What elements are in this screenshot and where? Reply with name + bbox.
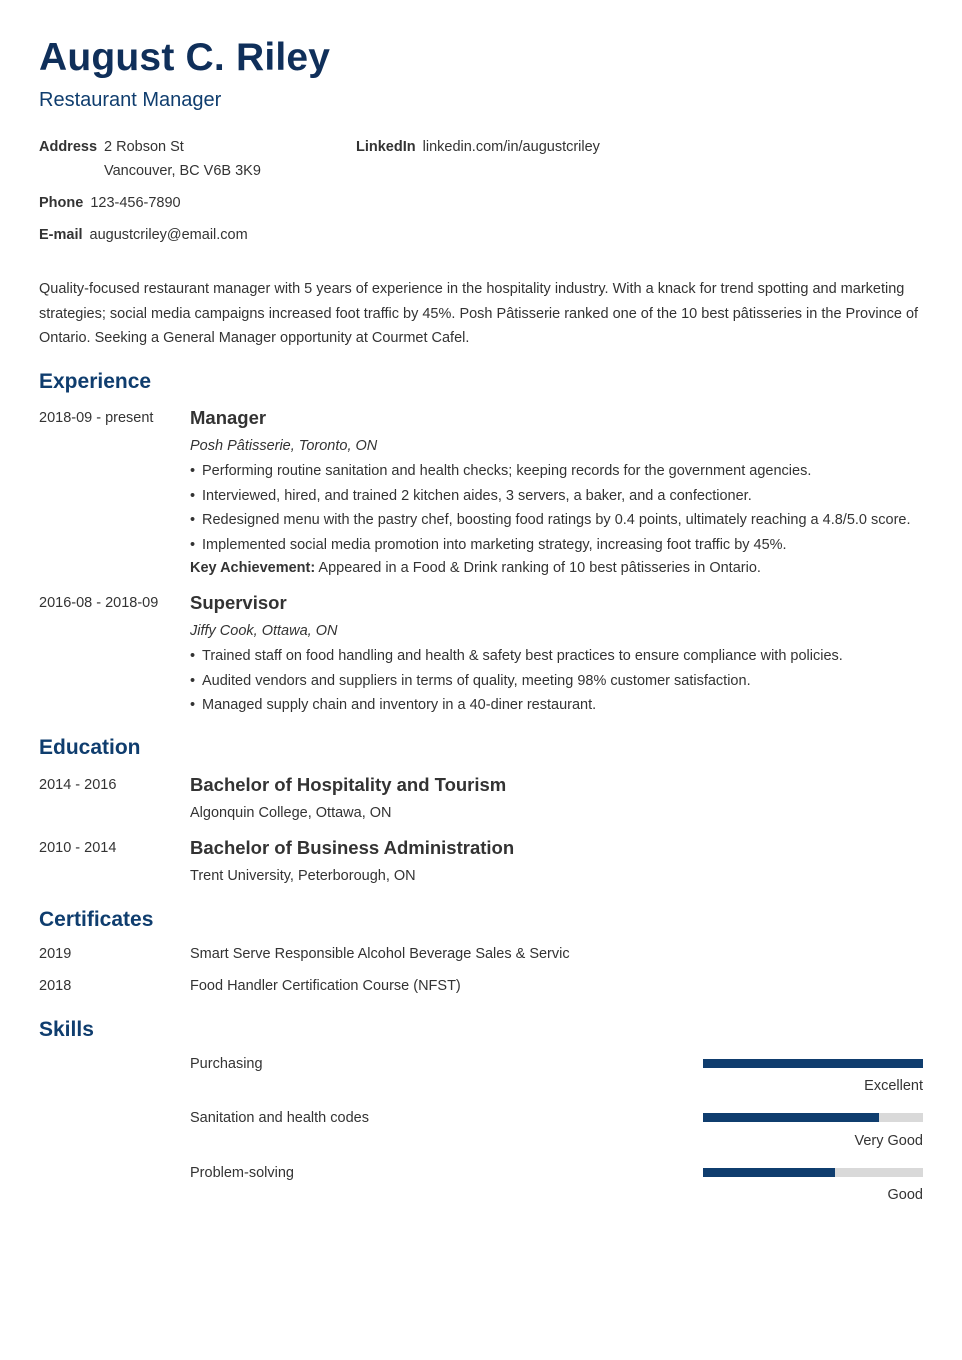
skill-level: Excellent [864, 1078, 923, 1094]
phone-value: 123-456-7890 [90, 195, 181, 211]
degree-title: Bachelor of Business Administration [190, 837, 515, 858]
summary: Quality-focused restaurant manager with 5 years of experience in the hospitality industry. With a knack for trend spotting and marketing strategies; social media campaigns increased foot traffic by 45%. Posh Pâtisserie ranked one of the 10 best pâtisseries in the Province of Ontario. Seeking a General Manager opportunity at Courmet Cafel. [39, 281, 919, 346]
job-dates: 2016-08 - 2018-09 [39, 595, 159, 611]
school-name: Trent University, Peterborough, ON [190, 868, 416, 884]
candidate-role: Restaurant Manager [39, 89, 222, 111]
list-item: • Audited vendors and suppliers in terms of quality, meeting 98% customer satisfaction. [190, 672, 751, 689]
certificate-name: Food Handler Certification Course (NFST) [190, 978, 461, 994]
list-item: • Trained staff on food handling and health & safety best practices to ensure compliance with policies. [190, 648, 843, 664]
job-title: Supervisor [190, 592, 287, 613]
address-line1: 2 Robson St [104, 139, 184, 155]
certificate-name: Smart Serve Responsible Alcohol Beverage Sales & Servic [190, 946, 570, 962]
list-item: • Performing routine sanitation and health checks; keeping records for the government agencies. [190, 463, 812, 479]
skill-bar-fill [703, 1113, 879, 1122]
email-link[interactable]: augustcriley@email.com [89, 227, 248, 243]
job-dates: 2018-09 - present [39, 410, 154, 426]
key-achievement [190, 560, 761, 576]
phone-label: Phone [39, 195, 84, 211]
skill-name: Problem-solving [190, 1165, 294, 1181]
certificate-year: 2019 [39, 946, 72, 962]
email-label: E-mail [39, 227, 83, 243]
contact-phone [39, 191, 181, 215]
contact-address-2 [104, 159, 261, 183]
skill-bar-fill [703, 1168, 835, 1177]
skill-name: Purchasing [190, 1056, 263, 1072]
list-item: • Redesigned menu with the pastry chef, boosting food ratings by 0.4 points, ultimately reaching a 4.8/5.0 score. [190, 512, 911, 528]
address-label: Address [39, 139, 98, 155]
achievement-label: Key Achievement: [190, 560, 316, 576]
education-heading: Education [39, 736, 141, 759]
contact-address [39, 135, 184, 159]
education-dates: 2014 - 2016 [39, 777, 117, 793]
skill-level: Very Good [854, 1133, 923, 1149]
candidate-name: August C. Riley [39, 36, 331, 79]
list-item: • Interviewed, hired, and trained 2 kitchen aides, 3 servers, a baker, and a confectioner. [190, 487, 752, 504]
linkedin-label: LinkedIn [356, 139, 416, 155]
job-bullets [190, 459, 911, 557]
degree-title: Bachelor of Hospitality and Tourism [190, 774, 507, 795]
certificates-heading: Certificates [39, 908, 154, 931]
school-name: Algonquin College, Ottawa, ON [190, 805, 392, 821]
list-item: • Managed supply chain and inventory in a 40-diner restaurant. [190, 697, 597, 713]
experience-heading: Experience [39, 370, 152, 393]
job-title: Manager [190, 407, 267, 428]
skill-bar-fill [703, 1059, 923, 1068]
contact-linkedin [356, 135, 600, 159]
list-item: • Implemented social media promotion into marketing strategy, increasing foot traffic by 45%. [190, 536, 787, 553]
address-line2: Vancouver, BC V6B 3K9 [104, 163, 261, 179]
skill-level: Good [887, 1187, 923, 1203]
certificate-year: 2018 [39, 978, 72, 994]
job-company: Jiffy Cook, Ottawa, ON [190, 623, 338, 639]
skill-name: Sanitation and health codes [190, 1110, 369, 1126]
skill-bar [703, 1113, 923, 1122]
education-dates: 2010 - 2014 [39, 840, 117, 856]
job-company: Posh Pâtisserie, Toronto, ON [190, 438, 378, 454]
skills-heading: Skills [39, 1018, 94, 1041]
skill-bar [703, 1168, 923, 1177]
job-bullets [190, 644, 843, 718]
achievement-text: Appeared in a Food & Drink ranking of 10 best pâtisseries in Ontario. [318, 560, 761, 576]
contact-email [39, 223, 248, 247]
skill-bar [703, 1059, 923, 1068]
linkedin-link[interactable]: linkedin.com/in/augustcriley [422, 139, 600, 155]
